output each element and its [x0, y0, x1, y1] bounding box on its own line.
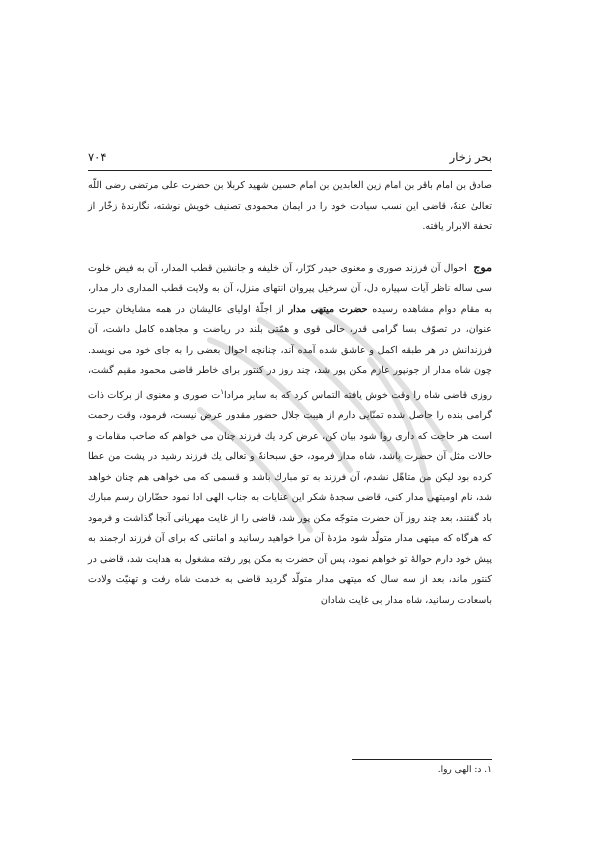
page-number: ۷۰۴ [88, 150, 107, 164]
paragraph-2 [88, 258, 492, 612]
running-header [88, 150, 492, 170]
running-title: بحر زخار [449, 150, 492, 164]
paragraph-text-a: احوال آن فرزند صوری و معنوی حیدر کرّار، آن خلیفه و جانشین قطب المدار، آن به فیض خلوت سی ساله ناظر آیات سپیاره دل، آن سرخیل پیروان انتهای منزل، آن به ولایت قطب المداری دار مدار، به مقام دوام مشاهده رسیده [88, 262, 492, 315]
main-text [88, 176, 492, 611]
footnote: ۱. د: الهی روا. [437, 765, 492, 775]
footnote-marker: ۱ [220, 387, 225, 396]
highlighted-name: حضرت میتهی مدار [288, 303, 368, 315]
header-rule [88, 170, 492, 171]
paragraph-heading: موج [473, 260, 492, 274]
paragraph-1: صادق بن امام باقر بن امام زین العابدین بن امام حسین شهید کربلا بن حضرت علی مرتضی رضی اللّه تعالیٰ عنهٗ، قاضی این نسب سیادت خود را در ایمان محمودی تصنیف خویش نوشته، نگارندهٔ زخّار از تحفة الابرار یافته. [88, 180, 492, 232]
footnote-rule [352, 759, 492, 760]
paragraph-text-b: از اجلّهٔ اولیای عالیشان در همه مشایخان حیرت عنوان، در تصوّف بسا گرامی قدر، حالی قوی و همّتی بلند در ریاضت و مجاهده کامل داشت، آن فرزندانش در هر طبقه اکمل و عاشق شده آمده آند، چنانچه احوال بعضی را به جای خود می نویسد. چون شاه مدار از جونپور عازم مکن پور شد، چند روز در کنتور برای خاطر قاضی محمود مقیم گشت، روزی قاضی شاه را وقت خوش یافته التماس کرد که به سایر مرادا$^۱$ت صوری و معنوی از برکات ذات گرامی بنده را حاصل شده تمنّایی دارم از هیبت جلال حضور مقدور عرض نیست، فرمود، وقت رحمت است هر حاجت که داری روا شود بیان کن، عرض کرد یك فرزند چنان می خواهم که صاحب مقامات و حالات مثل آن حضرت باشد، شاه مدار فرمود، حق سبحانهٗ و تعالی یك فرزند رشید در پشت من عطا کرده بود لیکن من متاهّل نشدم، آن فرزند به تو مبارك باشد و قسمی که می خواهی هم چنان خواهد شد، نام اومیتهی مدار کنی، قاضی سجدهٔ شکر این عنایات به جناب الهی ادا نمود حضّاران رسم مبارك باد گفتند، بعد چند روز آن حضرت متوجّه مکن پور شد، قاضی را از غایت مهربانی آنجا گذاشت و فرمود که هرگاه که میتهی مدار متولّد شود مژدهٔ آن مرا خواهید رسانید و امانتی که برای آن فرزند ارجمند به پیش خود دارم حوالهٔ تو خواهم نمود، پس آن حضرت به مکن پور رفته مشغول به هدایت شد، قاضی در کنتور ماند، بعد از سه سال که میتهی مدار متولّد گردید قاضی به خدمت شاه رفت و تهنیّت ولادت باسعادت رسانید، شاه مدار بی غایت شادان [88, 303, 492, 606]
